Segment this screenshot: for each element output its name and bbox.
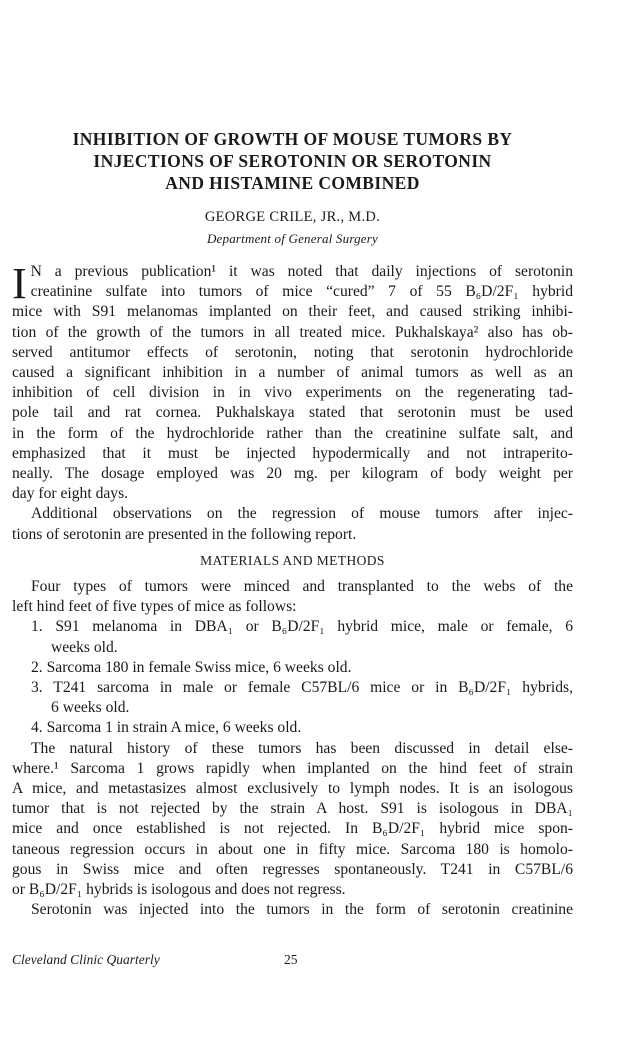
paragraph xyxy=(12,504,573,544)
tumor-list xyxy=(12,617,573,738)
text-line: tion of the growth of the tumors in all treated mice. Pukhalskaya² also has ob- xyxy=(12,323,573,341)
title-line: AND HISTAMINE COMBINED xyxy=(165,173,420,193)
list-text: T241 sarcoma in male or female C57BL/6 mice or in B₆D/2F₁ hybrids, xyxy=(53,679,573,697)
intro-paragraph xyxy=(12,259,573,504)
text-line: Additional observations on the regression of mouse tumors after injec- xyxy=(31,505,573,523)
text-line: served antitumor effects of serotonin, noting that serotonin hydrochloride xyxy=(12,343,573,361)
text-line: mice with S91 melanomas implanted on their feet, and caused striking inhibi- xyxy=(12,303,573,321)
list-item xyxy=(12,678,573,698)
text-line: left hind feet of five types of mice as follows: xyxy=(12,598,297,616)
text-line: mice and once established is not rejected. In B₆D/2F₁ hybrid mice spon- xyxy=(12,820,573,838)
title-line: INJECTIONS OF SEROTONIN OR SEROTONIN xyxy=(93,151,492,171)
text-line: taneous regression occurs in about one in fifty mice. Sarcoma 180 is homolo- xyxy=(12,840,573,858)
text-line: pole tail and rat cornea. Pukhalskaya stated that serotonin must be used xyxy=(12,404,573,422)
text-line: tumor that is not rejected by the strain A host. S91 is isologous in DBA₁ xyxy=(12,800,573,818)
list-item xyxy=(12,658,573,678)
text-line: The natural history of these tumors has been discussed in detail else- xyxy=(31,739,573,757)
drop-cap: I xyxy=(12,259,27,308)
author-department: Department of General Surgery xyxy=(206,231,379,246)
section-heading: MATERIALS AND METHODS xyxy=(200,552,385,568)
text-line: inhibition of cell division in in vivo experiments on the regenerating tad- xyxy=(12,384,573,402)
list-text: Sarcoma 180 in female Swiss mice, 6 weeks old. xyxy=(46,658,352,676)
text-line: in the form of the hydrochloride rather than the creatinine sulfate salt, and xyxy=(12,424,573,442)
text-line: N a previous publication¹ it was noted that daily injections of serotonin xyxy=(30,263,573,280)
text-line: Four types of tumors were minced and transplanted to the webs of the xyxy=(31,578,573,596)
history-paragraph xyxy=(12,739,573,901)
methods-paragraph xyxy=(12,577,573,617)
list-number: 4. xyxy=(31,719,43,737)
paragraph xyxy=(12,900,573,920)
text-line: neally. The dosage employed was 20 mg. per kilogram of body weight per xyxy=(12,465,573,483)
author-byline: GEORGE CRILE, JR., M.D. xyxy=(204,209,381,225)
list-number: 1. xyxy=(31,618,43,636)
text-line: creatinine sulfate into tumors of mice “cured” 7 of 55 B₆D/2F₁ hybrid xyxy=(30,283,573,301)
text-line: tions of serotonin are presented in the following report. xyxy=(12,525,357,543)
list-item-continuation: 6 weeks old. xyxy=(51,699,130,717)
article-body xyxy=(12,259,573,921)
text-line: A mice, and metastasizes almost exclusively to lymph nodes. It is an isologous xyxy=(12,780,573,798)
text-line: Serotonin was injected into the tumors in the form of serotonin creatinine xyxy=(31,901,573,919)
text-line: or B₆D/2F₁ hybrids is isologous and does not regress. xyxy=(12,881,346,899)
list-item xyxy=(12,617,573,637)
list-number: 3. xyxy=(31,679,43,697)
text-line: day for eight days. xyxy=(12,485,129,503)
title-line: INHIBITION OF GROWTH OF MOUSE TUMORS BY xyxy=(72,129,513,149)
list-item-continuation: weeks old. xyxy=(51,638,118,656)
text-line: where.¹ Sarcoma 1 grows rapidly when implanted on the hind feet of strain xyxy=(12,759,573,777)
journal-name: Cleveland Clinic Quarterly xyxy=(12,952,160,967)
list-text: Sarcoma 1 in strain A mice, 6 weeks old. xyxy=(46,719,302,737)
list-text: S91 melanoma in DBA₁ or B₆D/2F₁ hybrid mice, male or female, 6 xyxy=(55,618,573,636)
text-line: emphasized that it must be injected hypodermically and not intraperito- xyxy=(12,444,573,462)
text-line: gous in Swiss mice and often regresses spontaneously. T241 in C57BL/6 xyxy=(12,860,573,878)
list-number: 2. xyxy=(31,658,43,676)
article-title xyxy=(12,128,573,194)
page-number: 25 xyxy=(284,952,298,967)
list-item xyxy=(12,718,573,738)
text-line: caused a significant inhibition in a number of animal tumors as well as an xyxy=(12,364,573,382)
